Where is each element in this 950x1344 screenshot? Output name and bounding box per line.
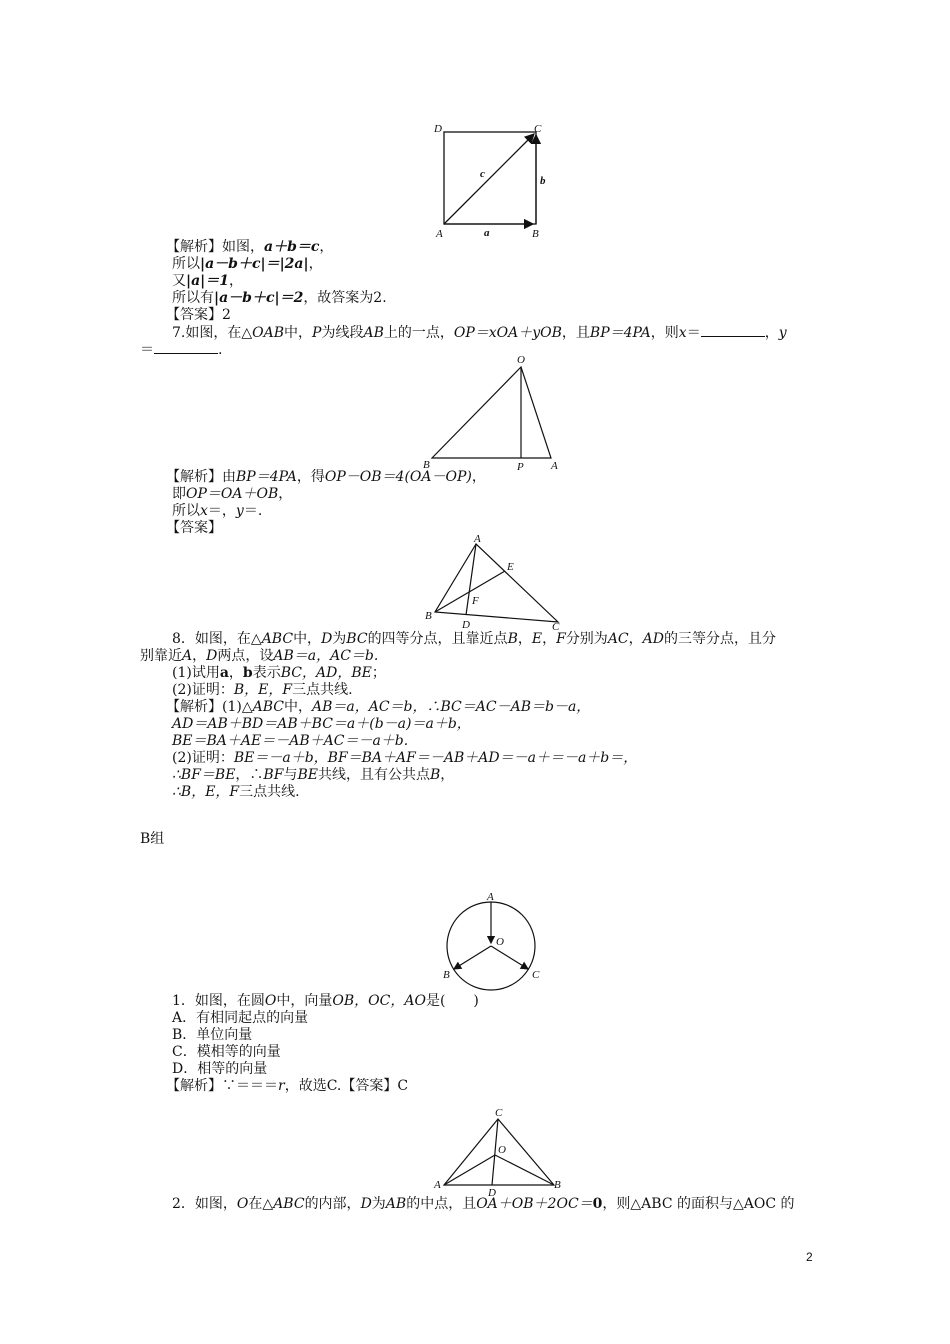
answer-blank-y[interactable] — [154, 341, 218, 354]
figure-square — [432, 122, 552, 242]
label-B: B — [425, 610, 432, 622]
group-b-heading: B组 — [140, 831, 165, 847]
label-E: E — [507, 561, 514, 573]
b2-stem: 2．如图，O在△ABC的内部，D为AB的中点，且OA＋OB＋2OC＝0，则△ABC 的面积与△AOC 的 — [172, 1196, 795, 1212]
q8-line1: 8．如图，在△ABC中，D为BC的四等分点，且靠近点B，E，F分别为AC，AD的三等分点，且分 — [172, 631, 776, 647]
label-A: A — [551, 460, 558, 472]
label-C: C — [534, 123, 542, 135]
label-B: B — [443, 969, 450, 981]
analysis-tag: 【解析】 — [166, 239, 222, 255]
analysis-tag: 【解析】 — [166, 699, 222, 715]
q8-line4: (2)证明：B，E，F三点共线. — [172, 682, 353, 698]
figure-triangle-interior — [430, 1105, 561, 1199]
label-A: A — [474, 533, 481, 545]
label-O: O — [517, 354, 525, 366]
label-B: B — [423, 459, 430, 471]
q6-line1: 【解析】如图，a＋b＝c， — [166, 239, 334, 255]
q8-line2: 别靠近A，D两点，设AB＝a，AC＝b. — [140, 648, 379, 664]
q6-line2: 所以|a－b＋c|＝|2a|， — [172, 256, 323, 272]
label-A: A — [436, 228, 443, 240]
answer-tag: 【答案】 — [341, 1078, 398, 1094]
label-c: c — [480, 168, 485, 180]
q7-analysis-line1: 【解析】由BP＝4PA，得OP－OB＝4(OA－OP)， — [166, 469, 486, 485]
answer-blank-x[interactable] — [701, 324, 765, 337]
label-a: a — [484, 227, 490, 239]
figure-triangle-oab — [420, 352, 570, 474]
q7-stem-line2: ＝ . — [140, 342, 223, 358]
q8-line7: BE＝BA＋AE＝－AB＋AC＝－a＋b. — [172, 733, 409, 749]
q7-stem-line1: 7.如图，在△OAB中，P为线段AB上的一点，OP＝xOA＋yOB，且BP＝4PA，则x＝ ，y — [172, 325, 787, 341]
figure-circle — [438, 890, 548, 990]
q6-line3: 又|a|＝1， — [172, 273, 243, 289]
page-number: 2 — [806, 1250, 813, 1264]
label-D: D — [434, 123, 442, 135]
q7-answer — [166, 520, 222, 537]
b1-option-c[interactable]: C．模相等的向量 — [172, 1044, 281, 1060]
label-B: B — [554, 1179, 561, 1191]
b1-option-d[interactable]: D．相等的向量 — [172, 1061, 268, 1077]
answer-tag: 【答案】 — [166, 520, 222, 536]
q7-analysis-line2: 即OP＝OA＋OB， — [172, 486, 293, 502]
label-D: D — [462, 619, 470, 631]
label-A: A — [487, 891, 494, 903]
label-A: A — [434, 1179, 441, 1191]
q8-line3: (1)试用a，b表示BC，AD，BE； — [172, 665, 386, 681]
label-F: F — [472, 595, 479, 607]
label-C: C — [552, 621, 560, 633]
q8-line8: (2)证明：BE＝－a＋b，BF＝BA＋AF＝－AB＋AD＝－a＋＝－a＋b＝， — [172, 750, 638, 766]
label-C: C — [532, 969, 540, 981]
q6-answer: 【答案】2 — [166, 307, 231, 323]
label-b: b — [540, 175, 546, 187]
label-B: B — [532, 228, 539, 240]
label-P: P — [517, 461, 524, 473]
q8-line9: ∴BF＝BE，∴BF与BE共线，且有公共点B， — [172, 767, 455, 783]
q8-line5: 【解析】(1)△ABC中，AB＝a，AC＝b，∴BC＝AC－AB＝b－a， — [166, 699, 591, 715]
q6-line4: 所以有|a－b＋c|＝2，故答案为2. — [172, 290, 387, 306]
label-O: O — [498, 1144, 506, 1156]
b1-option-b[interactable]: B．单位向量 — [172, 1027, 253, 1043]
answer-tag: 【答案】 — [166, 307, 222, 323]
q8-line6: AD＝AB＋BD＝AB＋BC＝a＋(b－a)＝a＋b， — [172, 716, 471, 732]
b1-stem: 1．如图，在圆O中，向量OB，OC，AO是( ) — [172, 993, 479, 1009]
analysis-tag: 【解析】 — [166, 469, 222, 485]
q7-analysis-line3: 所以x＝，y＝. — [172, 503, 263, 519]
b1-option-a[interactable]: A．有相同起点的向量 — [172, 1010, 309, 1026]
label-D: D — [488, 1187, 496, 1199]
q8-line10: ∴B，E，F三点共线. — [172, 784, 300, 800]
figure-triangle-abc — [420, 532, 570, 632]
analysis-tag: 【解析】 — [166, 1078, 222, 1094]
label-O: O — [496, 936, 504, 948]
label-C: C — [495, 1107, 503, 1119]
b1-analysis: 【解析】∵＝＝＝r，故选C.【答案】C — [166, 1078, 409, 1094]
